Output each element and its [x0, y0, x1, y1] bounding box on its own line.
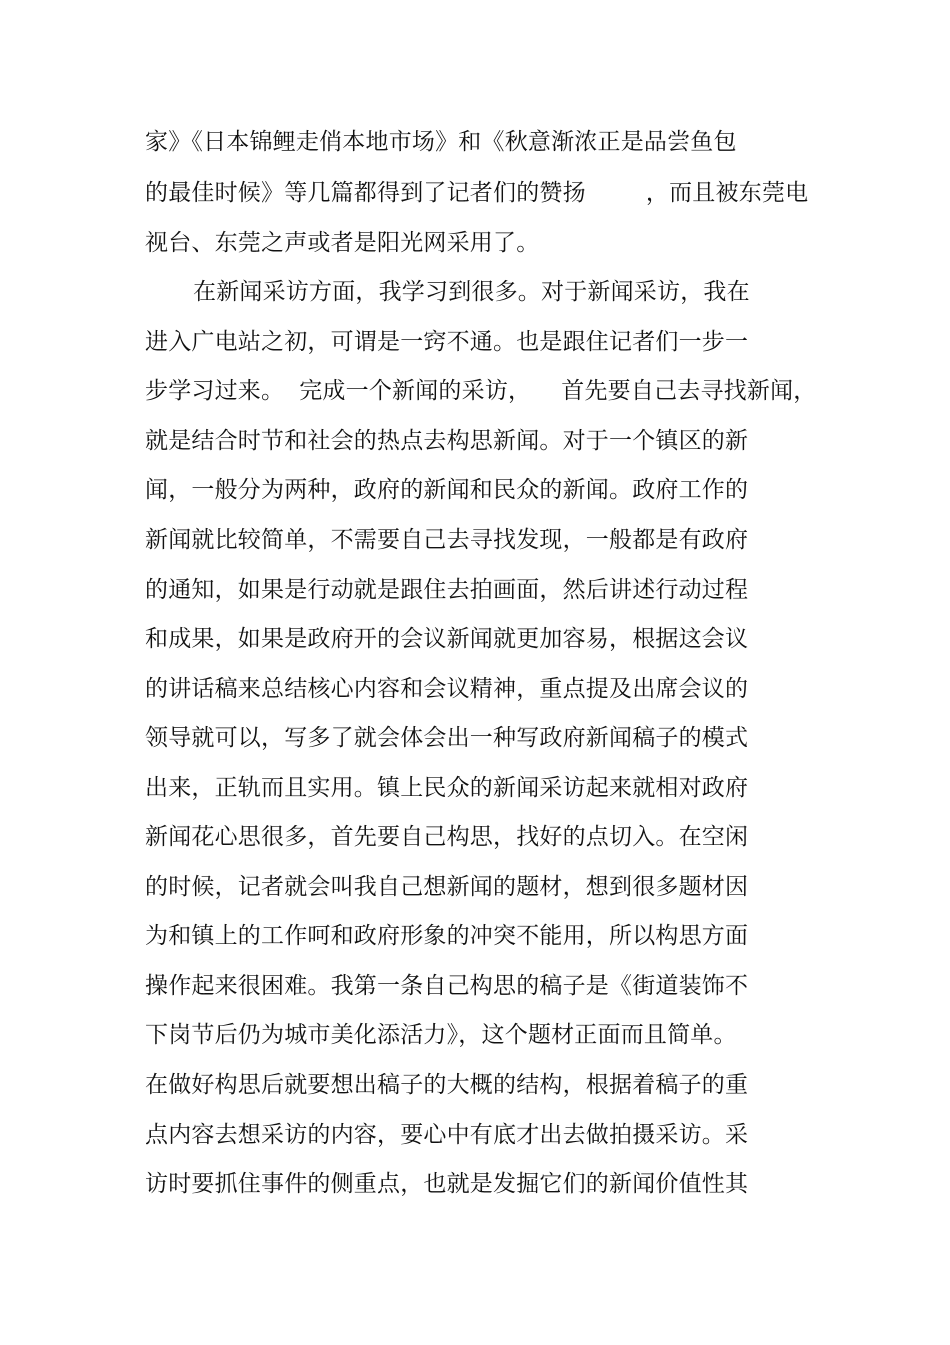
text-line: 操作起来很困难。我第一条自己构思的稿子是《街道装饰不 [145, 973, 749, 999]
text-line: 就是结合时节和社会的热点去构思新闻。对于一个镇区的新 [145, 428, 749, 454]
text-line: 新闻花心思很多，首先要自己构思，找好的点切入。在空闲 [145, 824, 749, 850]
text-line: 下岗节后仍为城市美化添活力》，这个题材正面而且简单。 [145, 1022, 737, 1048]
text-line: 和成果，如果是政府开的会议新闻就更加容易，根据这会议 [145, 626, 749, 652]
text-line: 进入广电站之初，可谓是一窍不通。也是跟住记者们一步一 [145, 329, 749, 355]
text-line: 家》《日本锦鲤走俏本地市场》和《秋意渐浓正是品尝鱼包 [145, 129, 737, 155]
text-line: 点内容去想采访的内容，要心中有底才出去做拍摄采访。采 [145, 1122, 749, 1148]
text-line: 为和镇上的工作呵和政府形象的冲突不能用，所以构思方面 [145, 923, 749, 949]
text-line: 的通知，如果是行动就是跟住去拍画面，然后讲述行动过程 [145, 577, 749, 603]
text-line: 新闻就比较简单，不需要自己去寻找发现，一般都是有政府 [145, 527, 749, 553]
text-line: 出来，正轨而且实用。镇上民众的新闻采访起来就相对政府 [145, 775, 749, 801]
text-line: 在做好构思后就要想出稿子的大概的结构，根据着稿子的重 [145, 1072, 749, 1098]
text-line: 的最佳时候》等几篇都得到了记者们的赞扬 ，而且被东莞电 [145, 180, 809, 206]
text-line: 的讲话稿来总结核心内容和会议精神，重点提及出席会议的 [145, 676, 749, 702]
text-line: 闻，一般分为两种，政府的新闻和民众的新闻。政府工作的 [145, 477, 749, 503]
text-line: 视台、东莞之声或者是阳光网采用了。 [145, 230, 540, 256]
text-line: 访时要抓住事件的侧重点，也就是发掘它们的新闻价值性其 [145, 1171, 749, 1197]
text-line: 步学习过来。 完成一个新闻的采访， 首先要自己去寻找新闻， [145, 378, 817, 404]
text-line: 领导就可以，写多了就会体会出一种写政府新闻稿子的模式 [145, 725, 749, 751]
text-line: 的时候，记者就会叫我自己想新闻的题材，想到很多题材因 [145, 874, 749, 900]
paragraph-first-line: 在新闻采访方面，我学习到很多。对于新闻采访，我在 [193, 279, 750, 305]
